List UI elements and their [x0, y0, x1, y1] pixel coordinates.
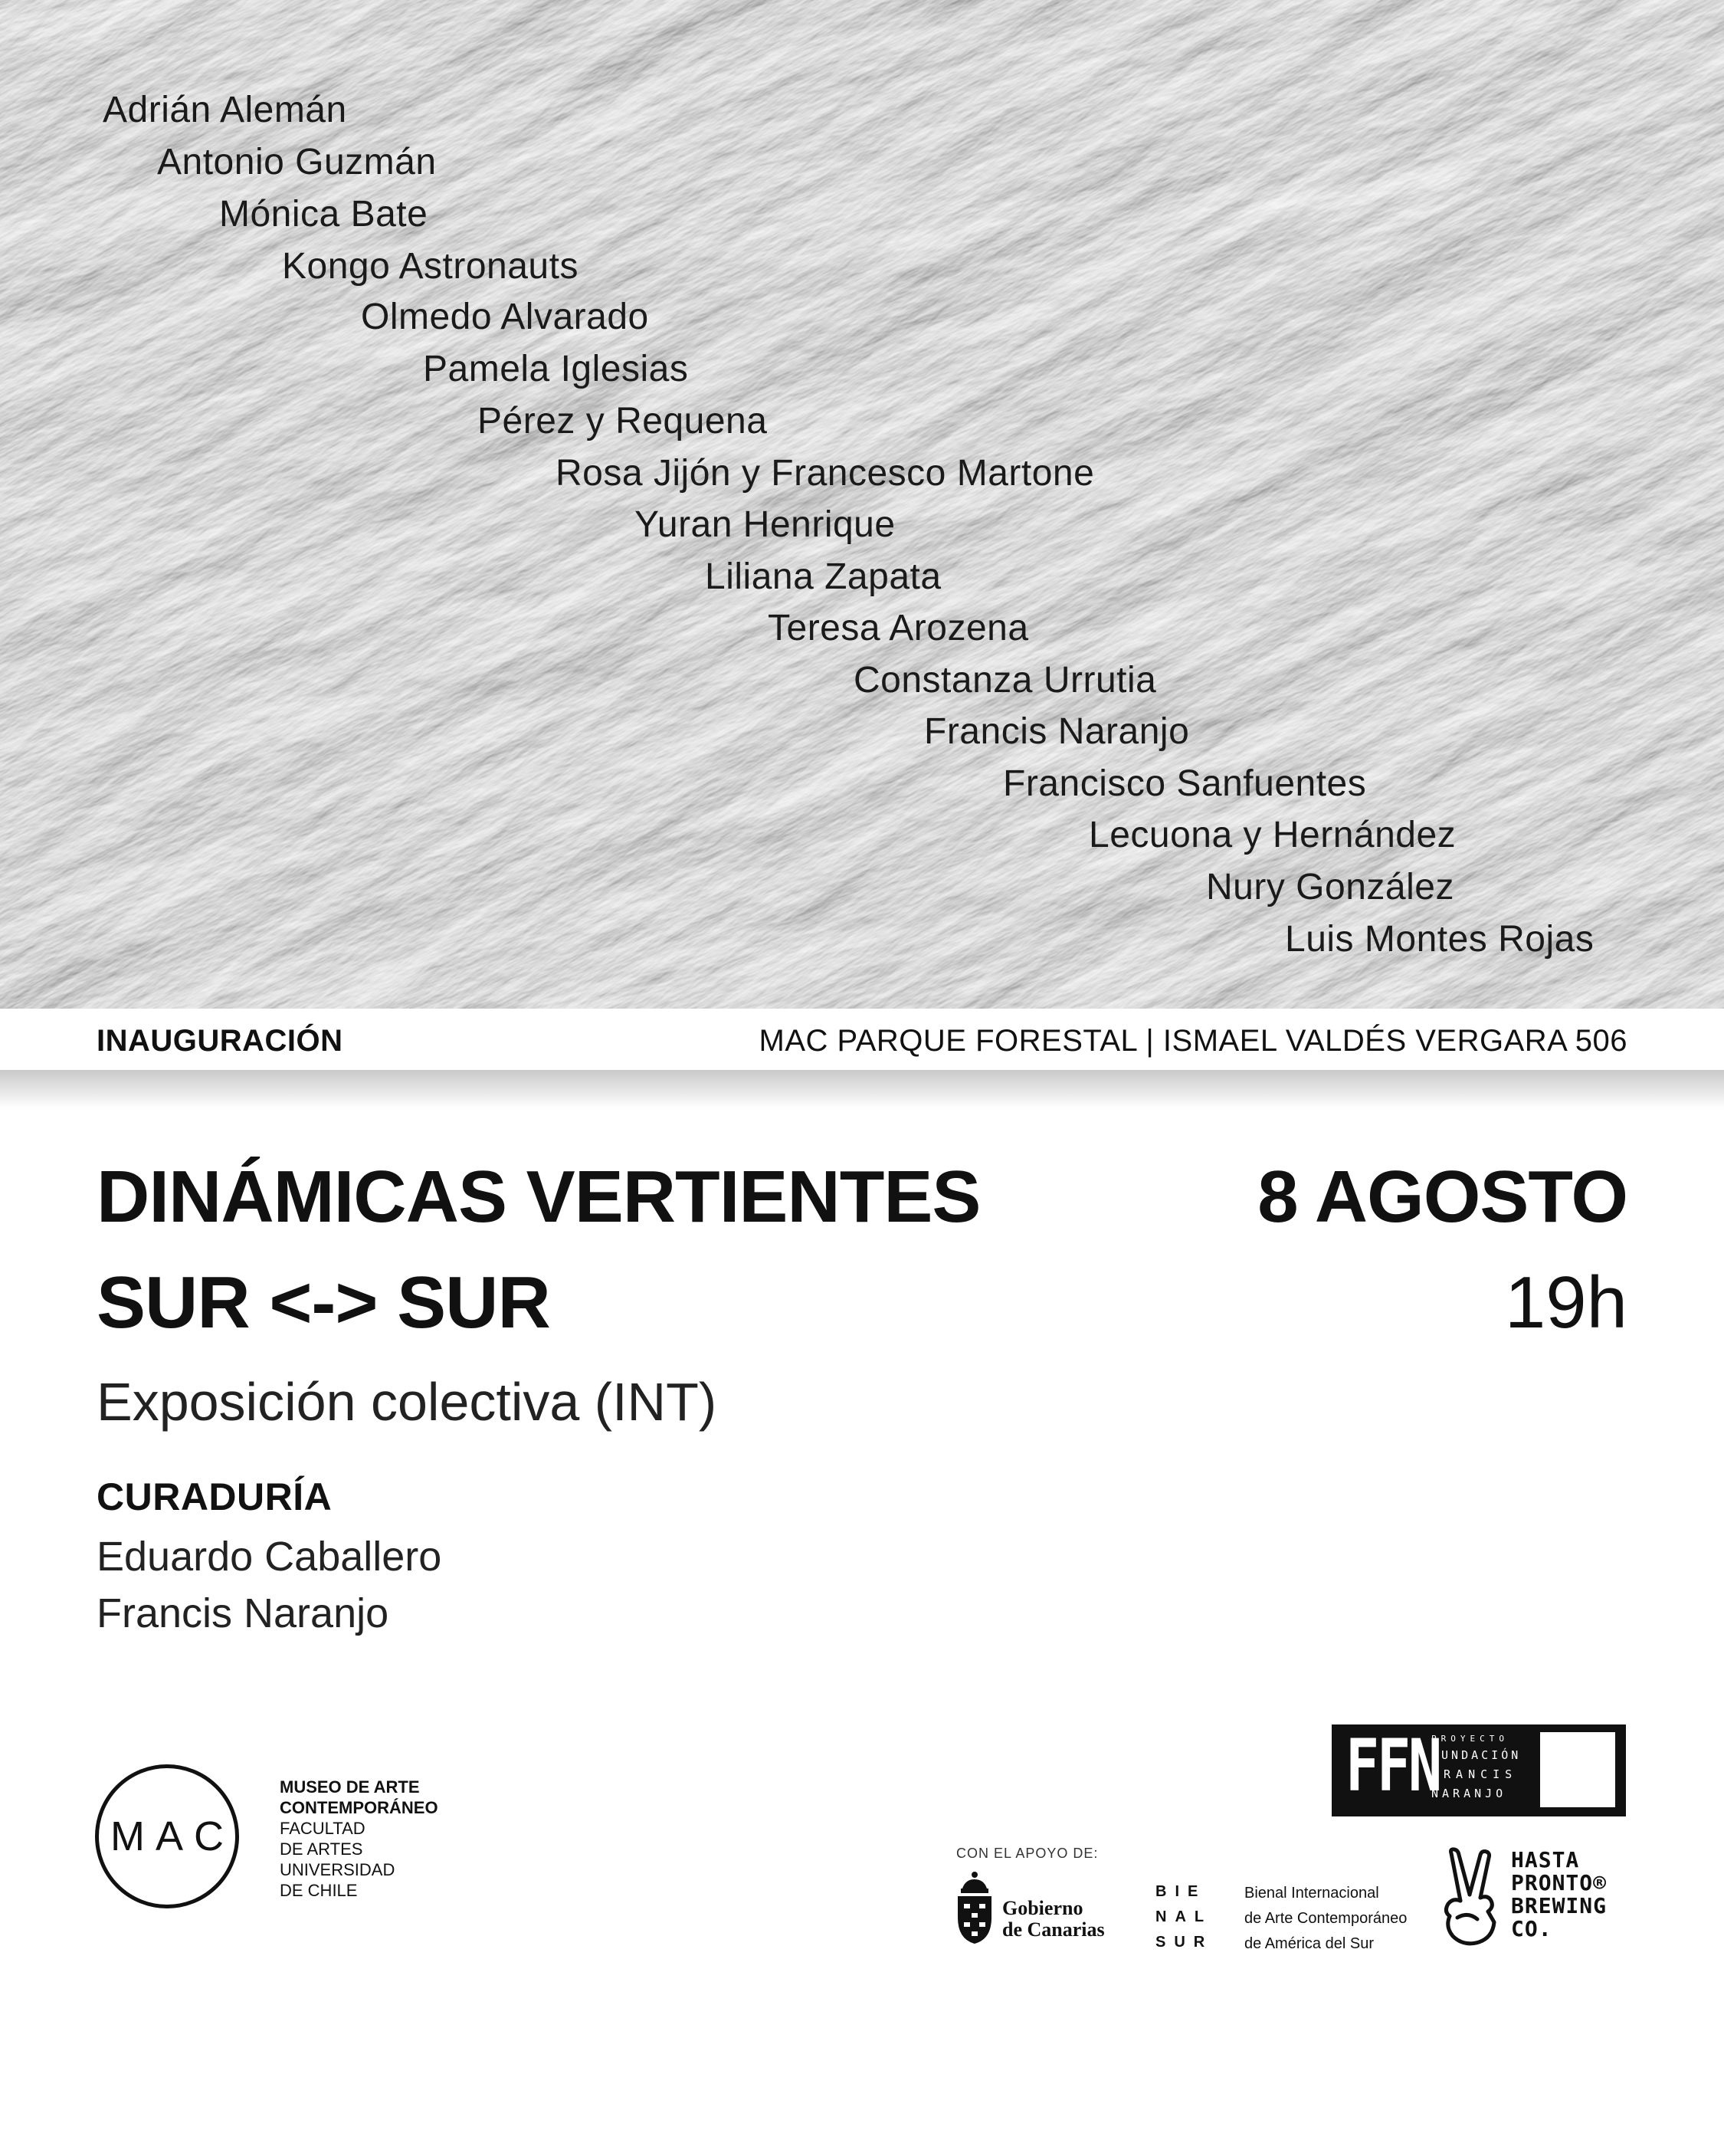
artist-name: Francisco Sanfuentes	[1003, 763, 1367, 804]
inauguration-label: INAUGURACIÓN	[97, 1024, 343, 1058]
ffn-logo-letters: FFN	[1345, 1724, 1440, 1808]
bienalsur-line: Bienal Internacional	[1244, 1885, 1379, 1902]
mac-text-line: MUSEO DE ARTE	[280, 1777, 420, 1797]
mac-text-line: DE ARTES	[280, 1839, 363, 1859]
support-label: CON EL APOYO DE:	[956, 1846, 1099, 1861]
ffn-logo-text	[1431, 1732, 1521, 1803]
mac-text-line: FACULTAD	[280, 1819, 365, 1838]
mac-institution-text	[280, 1777, 438, 1901]
exhibition-title-line2: SUR <-> SUR	[97, 1262, 550, 1344]
canarias-line: de Canarias	[1002, 1918, 1105, 1941]
curator-name: Francis Naranjo	[97, 1590, 389, 1636]
peace-hand-icon	[1437, 1847, 1503, 1948]
artist-name: Luis Montes Rojas	[1285, 919, 1595, 960]
coat-of-arms-icon	[955, 1870, 995, 1947]
ffn-text-line: FRANCIS	[1431, 1767, 1518, 1781]
exhibition-title-line1: DINÁMICAS VERTIENTES	[97, 1156, 981, 1238]
mac-logo	[95, 1764, 239, 1908]
hasta-pronto-line: HASTA	[1511, 1847, 1580, 1872]
artist-name: Antonio Guzmán	[157, 142, 437, 182]
artist-name: Rosa Jijón y Francesco Martone	[556, 453, 1095, 494]
artist-name: Nury González	[1206, 867, 1454, 907]
mac-text-line: CONTEMPORÁNEO	[280, 1798, 438, 1817]
artist-name: Liliana Zapata	[705, 556, 942, 597]
artist-name: Teresa Arozena	[768, 608, 1029, 648]
bienalsur-letters: BIE	[1155, 1883, 1207, 1900]
ffn-logo	[1332, 1724, 1626, 1816]
bienalsur-line: de América del Sur	[1244, 1935, 1374, 1952]
hasta-pronto-logo-text	[1511, 1849, 1607, 1941]
ffn-text-line: PROYECTO	[1431, 1734, 1509, 1744]
event-date: 8 AGOSTO	[1257, 1156, 1627, 1238]
artist-name: Pérez y Requena	[477, 401, 768, 441]
strip-shadow	[0, 1070, 1724, 1108]
mac-text-line: DE CHILE	[280, 1881, 358, 1900]
artist-name: Constanza Urrutia	[854, 660, 1157, 701]
ffn-text-line: FUNDACIÓN	[1431, 1748, 1522, 1762]
mountain-relief-image	[0, 0, 1724, 1009]
bienalsur-logo	[1155, 1879, 1213, 1955]
event-time: 19h	[1504, 1262, 1627, 1344]
venue-address: MAC PARQUE FORESTAL | ISMAEL VALDÉS VERGARA 506	[759, 1024, 1627, 1058]
mac-logo-letters: MAC	[110, 1813, 234, 1859]
exhibition-subtitle: Exposición colectiva (INT)	[97, 1372, 717, 1432]
artist-name: Olmedo Alvarado	[361, 297, 649, 337]
canarias-line: Gobierno	[1002, 1897, 1083, 1919]
hasta-pronto-line: BREWING	[1511, 1893, 1608, 1918]
artist-name: Mónica Bate	[219, 194, 428, 235]
hasta-pronto-line: PRONTO®	[1511, 1870, 1608, 1895]
curatorship-label: CURADURÍA	[97, 1475, 333, 1518]
artist-name: Kongo Astronauts	[282, 246, 578, 287]
mac-text-line: UNIVERSIDAD	[280, 1860, 395, 1879]
artist-name: Francis Naranjo	[924, 711, 1190, 752]
hasta-pronto-line: CO.	[1511, 1916, 1552, 1941]
artist-name: Lecuona y Hernández	[1089, 815, 1457, 855]
artist-name: Yuran Henrique	[634, 504, 896, 545]
ffn-logo-square	[1540, 1732, 1615, 1807]
bienalsur-letters: SUR	[1155, 1934, 1214, 1951]
bienalsur-letters: NAL	[1155, 1908, 1213, 1925]
curator-name: Eduardo Caballero	[97, 1534, 442, 1580]
canarias-text	[1002, 1898, 1105, 1941]
ffn-text-line: NARANJO	[1431, 1787, 1507, 1800]
artist-name: Adrián Alemán	[103, 90, 347, 130]
bienalsur-line: de Arte Contemporáneo	[1244, 1910, 1408, 1927]
bienalsur-text	[1244, 1881, 1407, 1957]
artist-name: Pamela Iglesias	[423, 349, 689, 389]
